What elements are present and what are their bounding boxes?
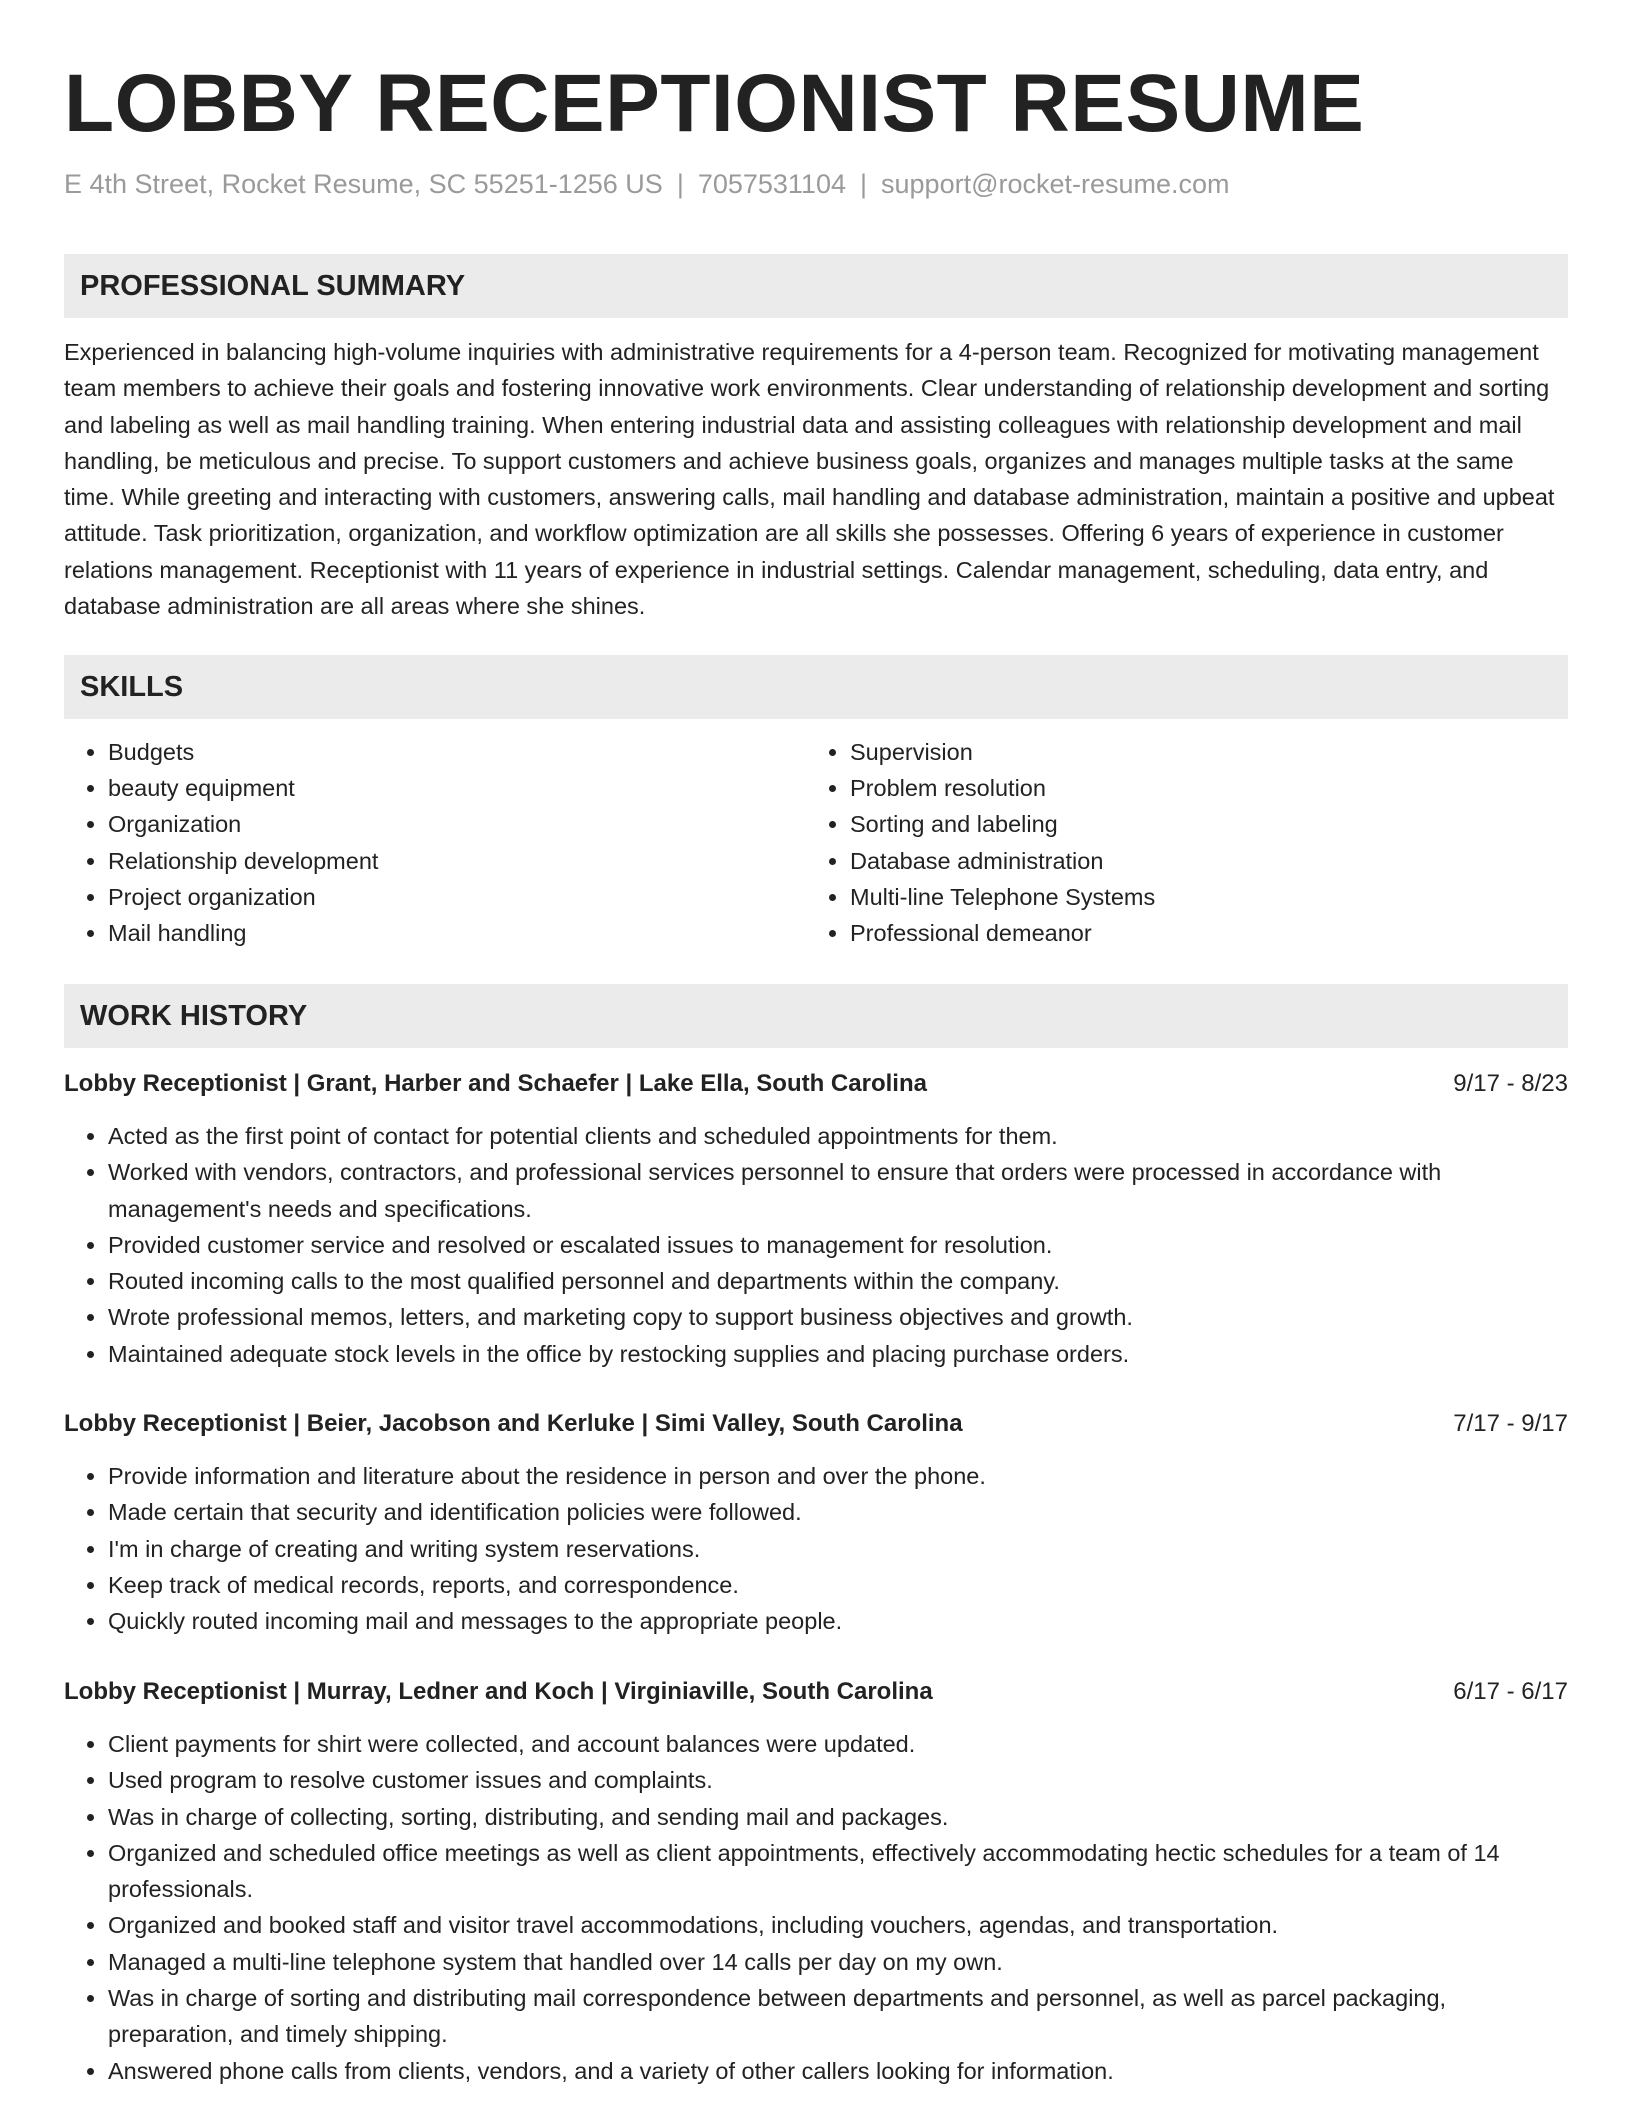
job-bullet: • Managed a multi-line telephone system that handled over 14 calls per day on my own.: [108, 1944, 1568, 1980]
skill-item: • Relationship development: [108, 843, 806, 879]
summary-text: Experienced in balancing high-volume inquiries with administrative requirements for a 4-person team. Recognized for motivating management team members to achieve their goals and fostering innovative work environments. Clear understanding of relationship development and sorting and labeling as well as mail handling training. When entering industrial data and assisting colleagues with relationship development and mail handling, be meticulous and precise. To support customers and achieve business goals, organizes and manages multiple tasks at the same time. While greeting and interacting with customers, answering calls, mail handling and database administration, maintain a positive and upbeat attitude. Task prioritization, organization, and workflow optimization are all skills she possesses. Offering 6 years of experience in customer relations management. Receptionist with 11 years of experience in industrial settings. Calendar management, scheduling, data entry, and database administration are all areas where she shines.: [64, 339, 1555, 620]
job-bullet: • Provided customer service and resolved or escalated issues to management for resolution.: [108, 1227, 1568, 1263]
job-entry: [64, 1674, 1568, 2089]
job-title: Lobby Receptionist | Beier, Jacobson and Kerluke | Simi Valley, South Carolina: [64, 1410, 963, 1437]
contact-phone: 7057531104: [697, 169, 846, 199]
job-bullet: • Provide information and literature about the residence in person and over the phone.: [108, 1458, 1568, 1494]
skill-item: • Organization: [108, 806, 806, 842]
section-header-work-history: WORK HISTORY: [64, 984, 1568, 1048]
skill-item: • Mail handling: [108, 915, 806, 951]
skill-item: • Database administration: [850, 843, 1548, 879]
job-bullet: • Routed incoming calls to the most qualified personnel and departments within the company.: [108, 1263, 1568, 1299]
job-bullet: • Acted as the first point of contact for potential clients and scheduled appointments for them.: [108, 1118, 1568, 1154]
skills-column-left: [64, 734, 806, 951]
job-dates: 6/17 - 6/17: [1453, 1678, 1568, 1705]
job-dates: 9/17 - 8/23: [1453, 1070, 1568, 1097]
job-entry: [64, 1066, 1568, 1372]
job-bullet: • Worked with vendors, contractors, and professional services personnel to ensure that orders were processed in accordance with management's needs and specifications.: [108, 1154, 1568, 1227]
contact-email: support@rocket-resume.com: [881, 169, 1230, 199]
job-bullet: • Used program to resolve customer issues and complaints.: [108, 1762, 1568, 1798]
job-bullet: • Maintained adequate stock levels in the office by restocking supplies and placing purchase orders.: [108, 1336, 1568, 1372]
contact-separator: |: [860, 169, 868, 199]
contact-address: E 4th Street, Rocket Resume, SC 55251-1256 US: [64, 169, 663, 199]
job-bullet: • Organized and booked staff and visitor travel accommodations, including vouchers, agendas, and transportation.: [108, 1907, 1568, 1943]
job-header: [64, 1406, 1568, 1442]
contact-line: [64, 166, 1230, 202]
skill-item: • Professional demeanor: [850, 915, 1548, 951]
job-bullet: • Quickly routed incoming mail and messages to the appropriate people.: [108, 1603, 1568, 1639]
job-bullets: [64, 1458, 1568, 1639]
job-title: Lobby Receptionist | Grant, Harber and Schaefer | Lake Ella, South Carolina: [64, 1070, 927, 1097]
job-bullet: • I'm in charge of creating and writing system reservations.: [108, 1531, 1568, 1567]
job-header: [64, 1066, 1568, 1102]
job-bullets: [64, 1118, 1568, 1372]
job-bullet: • Keep track of medical records, reports, and correspondence.: [108, 1567, 1568, 1603]
contact-separator: |: [676, 169, 684, 199]
skills-list: [64, 734, 1568, 951]
section-header-skills: SKILLS: [64, 655, 1568, 719]
skill-item: • beauty equipment: [108, 770, 806, 806]
skills-column-right: [806, 734, 1548, 951]
skill-item: • Multi-line Telephone Systems: [850, 879, 1548, 915]
skill-item: • Supervision: [850, 734, 1548, 770]
job-bullet: • Was in charge of collecting, sorting, distributing, and sending mail and packages.: [108, 1799, 1568, 1835]
job-bullet: • Client payments for shirt were collected, and account balances were updated.: [108, 1726, 1568, 1762]
skill-item: • Budgets: [108, 734, 806, 770]
skill-item: • Project organization: [108, 879, 806, 915]
job-bullet: • Made certain that security and identification policies were followed.: [108, 1494, 1568, 1530]
job-bullet: • Was in charge of sorting and distributing mail correspondence between departments and personnel, as well as parcel packaging, preparation, and timely shipping.: [108, 1980, 1568, 2053]
skill-item: • Problem resolution: [850, 770, 1548, 806]
job-bullets: [64, 1726, 1568, 2089]
job-title: Lobby Receptionist | Murray, Ledner and Koch | Virginiaville, South Carolina: [64, 1678, 933, 1705]
job-bullet: • Organized and scheduled office meetings as well as client appointments, effectively accommodating hectic schedules for a team of 14 professionals.: [108, 1835, 1568, 1908]
skill-item: • Sorting and labeling: [850, 806, 1548, 842]
job-dates: 7/17 - 9/17: [1453, 1410, 1568, 1437]
job-header: [64, 1674, 1568, 1710]
section-header-summary: PROFESSIONAL SUMMARY: [64, 254, 1568, 318]
job-entry: [64, 1406, 1568, 1639]
job-bullet: • Wrote professional memos, letters, and marketing copy to support business objectives and growth.: [108, 1299, 1568, 1335]
resume-title: LOBBY RECEPTIONIST RESUME: [64, 58, 1365, 149]
job-bullet: • Answered phone calls from clients, vendors, and a variety of other callers looking for information.: [108, 2053, 1568, 2089]
